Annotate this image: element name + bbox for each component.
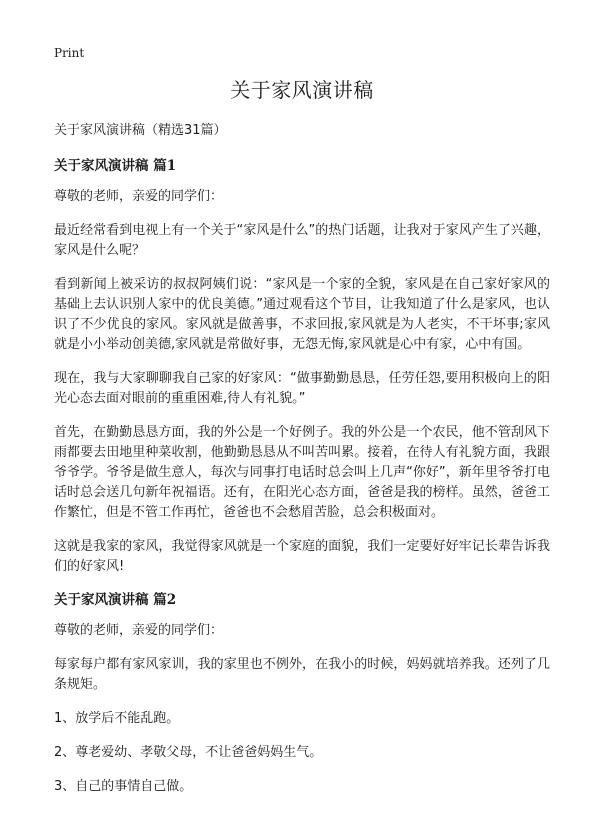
print-link[interactable]: Print xyxy=(54,46,85,60)
section-heading-text: 关于家风演讲稿 篇 xyxy=(54,592,167,608)
paragraph: 首先，在勤勤恳恳方面，我的外公是一个好例子。我的外公是一个农民，他不管刮风下雨都要去田地里种菜收割，他勤勤恳恳从不叫苦叫累。接着，在待人有礼貌方面，我跟爷爷学。爷爷是做生意人，每次与同事打电话时总会叫上几声“你好”，新年里爷爷打电话时总会送几句新年祝福语。还有，在阳光心态方面，爸爸是我的榜样。虽然，爸爸工作繁忙，但是不管工作再忙，爸爸也不会愁眉苦脸，总会积极面对。 xyxy=(54,425,550,520)
document-title: 关于家风演讲稿 xyxy=(230,78,374,102)
paragraph: 尊敬的老师，亲爱的同学们： xyxy=(54,189,224,204)
document-content xyxy=(54,76,550,811)
paragraph: 现在，我与大家聊聊我自己家的好家风：“做事勤勤恳恳，任劳任怨,要用积极向上的阳光心态去面对眼前的重重困难,待人有礼貌。” xyxy=(54,371,550,406)
paragraph: 看到新闻上被采访的叔叔阿姨们说：“家风是一个家的全貌，家风是在自己家好家风的基础上去认识别人家中的优良美德。”通过观看这个节目，让我知道了什么是家风，也认识了不少优良的家风。家风就是做善事，不求回报,家风就是为人老实，不干坏事;家风就是小小举动创美德,家风就是常做好事，无怨无悔,家风就是心中有家，心中有国。 xyxy=(54,277,550,352)
section-heading xyxy=(54,157,550,175)
list-item: 2、尊老爱幼、孝敬父母，不让爸爸妈妈生气。 xyxy=(54,745,323,760)
paragraph: 每家每户都有家风家训，我的家里也不例外，在我小的时候，妈妈就培养我。还列了几条规矩。 xyxy=(54,657,550,692)
section-1 xyxy=(54,157,550,577)
section-2 xyxy=(54,591,550,797)
list-item: 3、自己的事情自己做。 xyxy=(54,779,193,794)
section-heading-number: 1 xyxy=(166,158,177,174)
section-heading-number: 2 xyxy=(166,592,177,608)
section-heading-text: 关于家风演讲稿 篇 xyxy=(54,158,167,174)
document-subtitle: 关于家风演讲稿（精选31篇） xyxy=(54,123,227,138)
section-heading xyxy=(54,591,550,609)
paragraph: 最近经常看到电视上有一个关于“家风是什么”的热门话题，让我对于家风产生了兴趣，家风是什么呢？ xyxy=(54,223,550,258)
list-item: 1、放学后不能乱跑。 xyxy=(54,711,180,726)
paragraph: 尊敬的老师，亲爱的同学们： xyxy=(54,623,224,638)
paragraph: 这就是我家的家风，我觉得家风就是一个家庭的面貌，我们一定要好好牢记长辈告诉我们的好家风! xyxy=(54,539,550,574)
